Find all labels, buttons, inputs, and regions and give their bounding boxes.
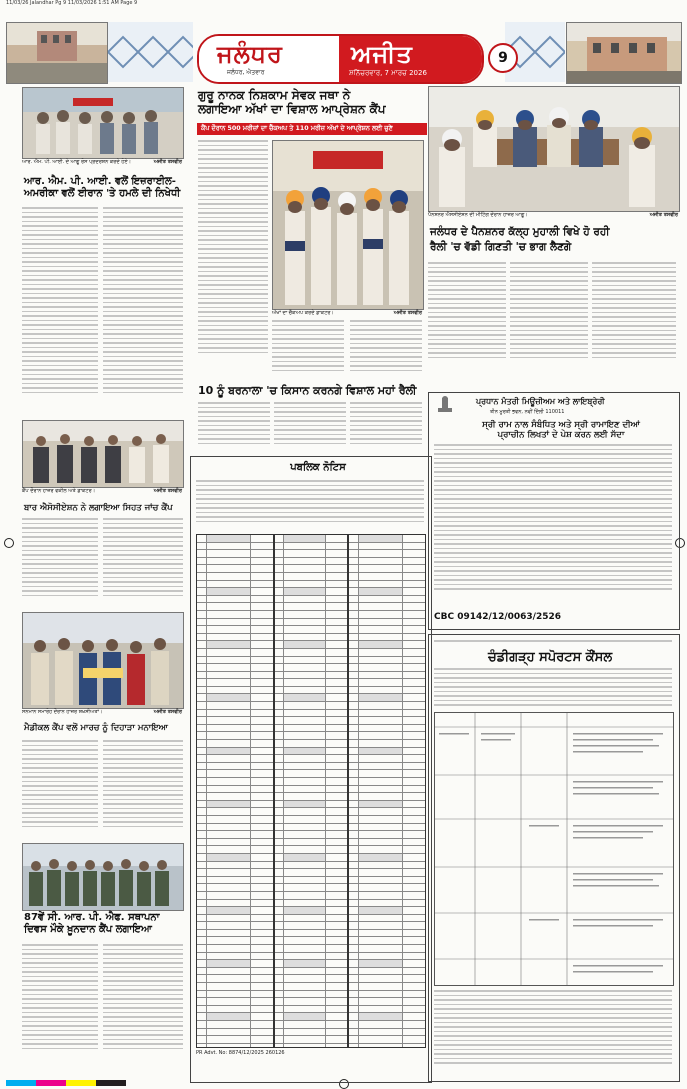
- table-row: [275, 710, 347, 718]
- table-row: [275, 778, 347, 786]
- table-row: [275, 573, 347, 581]
- header-photo-right: [566, 22, 682, 84]
- table-row: [349, 581, 425, 589]
- table-row: [275, 763, 347, 771]
- table-row: [197, 679, 273, 687]
- table-row: [275, 725, 347, 733]
- sports-notice-topline: [434, 640, 672, 646]
- table-row: [275, 907, 347, 915]
- rmpi-headline: ਆਰ. ਐਮ. ਪੀ. ਆਈ. ਵਲੋਂ ਇਜ਼ਰਾਈਲ- ਅਮਰੀਕਾ ਵਲੋਂ ਈਰਾਨ 'ਤੇ ਹਮਲੇ ਦੀ ਨਿਖੇਧੀ: [24, 176, 181, 199]
- eye-camp-headline: ਗੁਰੂ ਨਾਨਕ ਨਿਸ਼ਕਾਮ ਸੇਵਕ ਜਥਾ ਨੇ ਲਗਾਇਆ ਅੱਖਾਂ ਦਾ ਵਿਸ਼ਾਲ ਆਪ੍ਰੇਸ਼ਨ ਕੈਂਪ: [198, 88, 386, 117]
- table-row: [197, 869, 273, 877]
- kisan-body-col3: [350, 402, 422, 454]
- table-row: [197, 664, 273, 672]
- table-row: [275, 619, 347, 627]
- table-row: [349, 801, 425, 809]
- table-row: [349, 641, 425, 649]
- table-row: [197, 1036, 273, 1044]
- museum-notice-title: ਸ੍ਰੀ ਰਾਮ ਨਾਲ ਸੰਬੰਧਿਤ ਅਤੇ ਸ੍ਰੀ ਰਾਮਾਇਣ ਦੀਆਂ ਪ੍ਰਾਚੀਨ ਲਿਖਤਾਂ ਦੇ ਪੇਸ਼ ਕਰਨ ਲਈ ਸੱਦਾ: [482, 420, 640, 441]
- table-row: [349, 687, 425, 695]
- table-row: [349, 732, 425, 740]
- table-row: [275, 641, 347, 649]
- table-row: [275, 558, 347, 566]
- masthead-subtitle: ਜਲੰਧਰ, ਐਤਵਾਰ: [227, 69, 265, 76]
- eye-camp-photo: [272, 140, 424, 310]
- table-row: [349, 953, 425, 961]
- table-row: [197, 748, 273, 756]
- table-row: [275, 846, 347, 854]
- table-row: [275, 535, 347, 543]
- table-row: [197, 1029, 273, 1037]
- sports-notice-footer: [434, 990, 672, 1076]
- table-row: [275, 732, 347, 740]
- table-row: [349, 900, 425, 908]
- table-row: [275, 611, 347, 619]
- eye-camp-caption: ਅੱਖਾਂ ਦਾ ਚੈੱਕਅਪ ਕਰਦੇ ਡਾਕਟਰ। ਅਜੀਤ ਤਸਵੀਰ: [272, 310, 422, 316]
- table-row: [349, 991, 425, 999]
- table-row: [197, 930, 273, 938]
- public-notice-title: ਪਬਲਿਕ ਨੋਟਿਸ: [290, 462, 346, 473]
- table-row: [197, 725, 273, 733]
- table-row: [349, 846, 425, 854]
- table-row: [275, 596, 347, 604]
- table-row: [349, 588, 425, 596]
- table-row: [197, 634, 273, 642]
- table-row: [275, 808, 347, 816]
- pensioners-photo: [428, 86, 680, 212]
- table-row: [197, 824, 273, 832]
- table-row: [197, 649, 273, 657]
- table-row: [275, 748, 347, 756]
- table-row: [349, 998, 425, 1006]
- table-row: [349, 664, 425, 672]
- table-row: [275, 550, 347, 558]
- table-row: [275, 717, 347, 725]
- table-row: [275, 922, 347, 930]
- public-notice-intro: [196, 480, 424, 532]
- registration-mark-left: [4, 538, 14, 548]
- table-row: [349, 657, 425, 665]
- table-row: [197, 998, 273, 1006]
- table-row: [349, 550, 425, 558]
- table-row: [197, 854, 273, 862]
- museum-notice-cbc: CBC 09142/12/0063/2526: [434, 612, 561, 622]
- masthead: [197, 34, 484, 84]
- table-row: [197, 801, 273, 809]
- table-row: [197, 717, 273, 725]
- sports-notice-intro: [434, 668, 672, 710]
- table-row: [349, 573, 425, 581]
- pensioners-body-col1: [428, 262, 506, 372]
- table-row: [349, 740, 425, 748]
- table-row: [197, 983, 273, 991]
- table-row: [275, 975, 347, 983]
- table-row: [349, 649, 425, 657]
- table-row: [349, 839, 425, 847]
- table-row: [349, 831, 425, 839]
- table-row: [349, 922, 425, 930]
- table-row: [197, 884, 273, 892]
- table-row: [349, 793, 425, 801]
- table-row: [275, 937, 347, 945]
- table-row: [349, 1013, 425, 1021]
- table-row: [197, 1021, 273, 1029]
- table-row: [197, 991, 273, 999]
- table-row: [349, 854, 425, 862]
- public-notice-footer: [196, 1050, 424, 1078]
- sports-notice-table: [434, 712, 674, 986]
- masthead-title-left: ਜਲੰਧਰ: [217, 40, 283, 68]
- table-row: [275, 1044, 347, 1048]
- rmpi-caption: ਆਰ. ਐਮ. ਪੀ. ਆਈ. ਦੇ ਆਗੂ ਰੋਸ ਪ੍ਰਦਰਸ਼ਨ ਕਰਦੇ ਹੋਏ। ਅਜੀਤ ਤਸਵੀਰ: [22, 159, 182, 165]
- table-row: [197, 626, 273, 634]
- table-row: [349, 778, 425, 786]
- table-row: [197, 793, 273, 801]
- table-row: [197, 581, 273, 589]
- table-row: [197, 755, 273, 763]
- color-bar: [6, 1080, 126, 1086]
- table-row: [349, 710, 425, 718]
- public-notice-table-col1: [196, 534, 274, 1048]
- table-row: [197, 786, 273, 794]
- table-row: [197, 573, 273, 581]
- table-row: [197, 975, 273, 983]
- table-row: [197, 808, 273, 816]
- table-row: [275, 581, 347, 589]
- table-row: [197, 877, 273, 885]
- table-row: [349, 1036, 425, 1044]
- table-row: [275, 657, 347, 665]
- table-row: [197, 953, 273, 961]
- rpf-photo: [22, 843, 184, 911]
- table-row: [197, 588, 273, 596]
- table-row: [197, 740, 273, 748]
- table-row: [197, 846, 273, 854]
- table-row: [349, 694, 425, 702]
- table-row: [349, 565, 425, 573]
- table-row: [349, 930, 425, 938]
- bar-camp-headline: ਬਾਰ ਐਸੋਸੀਏਸ਼ਨ ਨੇ ਲਗਾਇਆ ਸਿਹਤ ਜਾਂਚ ਕੈਂਪ: [24, 503, 173, 513]
- table-row: [349, 770, 425, 778]
- masthead-title-right: ਅਜੀਤ: [351, 40, 413, 68]
- table-row: [275, 892, 347, 900]
- medical-camp-headline: ਮੈਡੀਕਲ ਕੈਂਪ ਵਲੋਂ ਮਾਰਚ ਨੂੰ ਦਿਹਾੜਾ ਮਨਾਇਆ: [24, 723, 168, 733]
- table-row: [275, 786, 347, 794]
- table-row: [197, 915, 273, 923]
- table-row: [275, 1021, 347, 1029]
- table-row: [349, 824, 425, 832]
- table-row: [349, 1044, 425, 1048]
- table-row: [275, 869, 347, 877]
- table-row: [197, 763, 273, 771]
- table-row: [275, 960, 347, 968]
- table-row: [197, 619, 273, 627]
- eye-camp-body-col2: [272, 320, 344, 382]
- table-row: [349, 535, 425, 543]
- table-row: [349, 717, 425, 725]
- kisan-headline: 10 ਨੂੰ ਬਰਨਾਲਾ 'ਚ ਕਿਸਾਨ ਕਰਨਗੇ ਵਿਸ਼ਾਲ ਮਹਾਂ ਰੈਲੀ: [198, 384, 417, 397]
- pensioners-body-col2: [510, 262, 588, 372]
- table-row: [275, 664, 347, 672]
- table-row: [197, 1013, 273, 1021]
- table-row: [197, 694, 273, 702]
- table-row: [275, 900, 347, 908]
- table-row: [275, 543, 347, 551]
- table-row: [275, 824, 347, 832]
- rmpi-body-col2: [103, 207, 183, 415]
- table-row: [349, 679, 425, 687]
- rpf-headline: 87ਵੇਂ ਸੀ. ਆਰ. ਪੀ. ਐਫ. ਸਥਾਪਨਾ ਦਿਵਸ ਮੌਕੇ ਖ਼ੂਨਦਾਨ ਕੈਂਪ ਲਗਾਇਆ: [24, 912, 160, 935]
- table-row: [275, 945, 347, 953]
- table-row: [275, 1029, 347, 1037]
- table-row: [197, 611, 273, 619]
- table-row: [197, 641, 273, 649]
- table-row: [275, 839, 347, 847]
- table-row: [197, 937, 273, 945]
- museum-notice-body: [434, 444, 672, 608]
- table-row: [349, 869, 425, 877]
- public-notice-table-col2: [274, 534, 348, 1048]
- table-row: [275, 854, 347, 862]
- table-row: [349, 702, 425, 710]
- masthead-date: ਸ਼ਨਿੱਚਰਵਾਰ, 7 ਮਾਰਚ 2026: [349, 69, 427, 77]
- table-row: [197, 550, 273, 558]
- table-row: [275, 801, 347, 809]
- rpf-body-col1: [22, 944, 98, 1066]
- medical-camp-body-col1: [22, 740, 98, 840]
- table-row: [349, 968, 425, 976]
- table-row: [275, 877, 347, 885]
- table-row: [275, 1006, 347, 1014]
- table-row: [349, 543, 425, 551]
- table-row: [275, 998, 347, 1006]
- table-row: [197, 1006, 273, 1014]
- table-row: [349, 983, 425, 991]
- table-row: [197, 710, 273, 718]
- table-row: [275, 793, 347, 801]
- table-row: [197, 778, 273, 786]
- table-row: [275, 755, 347, 763]
- header-pattern-left: [108, 22, 193, 82]
- table-row: [197, 922, 273, 930]
- table-row: [197, 816, 273, 824]
- eye-camp-body-col3: [350, 320, 422, 382]
- table-row: [275, 884, 347, 892]
- eye-camp-band: ਕੈਂਪ ਦੌਰਾਨ 500 ਮਰੀਜ਼ਾਂ ਦਾ ਚੈੱਕਅਪ ਤੇ 110 ਮਰੀਜ਼ ਅੱਖਾਂ ਦੇ ਆਪ੍ਰੇਸ਼ਨ ਲਈ ਚੁਣੇ: [197, 123, 427, 135]
- table-row: [349, 748, 425, 756]
- table-row: [349, 1021, 425, 1029]
- public-notice-table-col3: [348, 534, 426, 1048]
- bar-camp-photo: [22, 420, 184, 488]
- table-row: [275, 1036, 347, 1044]
- table-row: [349, 937, 425, 945]
- table-row: [275, 565, 347, 573]
- bar-camp-body-col2: [103, 518, 183, 606]
- print-info: 11/03/26 Jalandhar Pg 9 11/03/2026 1:51 AM Page 9: [6, 0, 138, 6]
- table-row: [349, 672, 425, 680]
- table-row: [349, 816, 425, 824]
- table-row: [197, 535, 273, 543]
- table-row: [349, 884, 425, 892]
- table-row: [197, 770, 273, 778]
- table-row: [349, 915, 425, 923]
- table-row: [275, 694, 347, 702]
- table-row: [275, 702, 347, 710]
- table-row: [197, 702, 273, 710]
- emblem-icon: [434, 396, 456, 414]
- rpf-body-col2: [103, 944, 183, 1066]
- table-row: [275, 968, 347, 976]
- sports-notice-title: ਚੰਡੀਗੜ੍ਹ ਸਪੋਰਟਸ ਕੌਂਸਲ: [488, 650, 613, 665]
- table-row: [275, 930, 347, 938]
- table-row: [275, 831, 347, 839]
- table-row: [197, 543, 273, 551]
- kisan-body-col2: [274, 402, 346, 454]
- medical-camp-caption: ਸਨਮਾਨ ਸਮਾਰੋਹ ਦੌਰਾਨ ਹਾਜ਼ਰ ਸ਼ਖ਼ਸੀਅਤਾਂ। ਅਜੀਤ ਤਸਵੀਰ: [22, 709, 182, 715]
- table-row: [349, 634, 425, 642]
- table-row: [349, 960, 425, 968]
- table-row: [197, 603, 273, 611]
- table-row: [349, 786, 425, 794]
- bar-camp-caption: ਕੈਂਪ ਦੌਰਾਨ ਹਾਜ਼ਰ ਵਕੀਲ ਅਤੇ ਡਾਕਟਰ। ਅਜੀਤ ਤਸਵੀਰ: [22, 488, 182, 494]
- table-row: [275, 770, 347, 778]
- bar-camp-body-col1: [22, 518, 98, 606]
- table-row: [197, 839, 273, 847]
- rmpi-photo: [22, 87, 184, 159]
- table-row: [349, 755, 425, 763]
- table-row: [275, 1013, 347, 1021]
- table-row: [349, 1006, 425, 1014]
- table-row: [197, 968, 273, 976]
- table-row: [197, 1044, 273, 1048]
- table-row: [197, 687, 273, 695]
- table-row: [275, 915, 347, 923]
- table-row: [197, 960, 273, 968]
- header-photo-left: [6, 22, 108, 84]
- page-number: 9: [488, 43, 518, 73]
- table-row: [275, 953, 347, 961]
- pensioners-body-col3: [592, 262, 676, 372]
- pensioners-headline: ਜਲੰਧਰ ਦੇ ਪੈਨਸ਼ਨਰ ਕੱਲ੍ਹ ਮੁਹਾਲੀ ਵਿਖੇ ਹੋ ਰਹੀ ਰੈਲੀ 'ਚ ਵੱਡੀ ਗਿਣਤੀ 'ਚ ਭਾਗ ਲੈਣਗੇ: [430, 226, 610, 254]
- table-row: [349, 611, 425, 619]
- table-row: [197, 596, 273, 604]
- table-row: [349, 907, 425, 915]
- table-row: [275, 687, 347, 695]
- table-row: [197, 831, 273, 839]
- eye-camp-body-col1: [198, 140, 268, 380]
- table-row: [275, 588, 347, 596]
- table-row: [197, 892, 273, 900]
- table-row: [349, 596, 425, 604]
- table-row: [349, 603, 425, 611]
- table-row: [349, 619, 425, 627]
- table-row: [197, 900, 273, 908]
- table-row: [349, 808, 425, 816]
- table-row: [275, 816, 347, 824]
- table-row: [275, 679, 347, 687]
- table-row: [349, 892, 425, 900]
- public-notice-advt-no: PR Advt. No: 8874/12/2025 260126: [196, 1050, 285, 1056]
- table-row: [275, 672, 347, 680]
- table-row: [275, 862, 347, 870]
- table-row: [349, 725, 425, 733]
- table-row: [275, 740, 347, 748]
- table-row: [197, 657, 273, 665]
- table-row: [197, 672, 273, 680]
- table-row: [197, 945, 273, 953]
- table-row: [197, 732, 273, 740]
- table-row: [197, 862, 273, 870]
- medical-camp-photo: [22, 612, 184, 709]
- kisan-body-col1: [198, 402, 270, 454]
- table-row: [349, 558, 425, 566]
- table-row: [349, 862, 425, 870]
- table-row: [349, 975, 425, 983]
- table-row: [349, 763, 425, 771]
- table-row: [275, 634, 347, 642]
- table-row: [275, 626, 347, 634]
- table-row: [275, 983, 347, 991]
- table-row: [275, 649, 347, 657]
- pensioners-caption: ਪੈਨਸ਼ਨਰ ਐਸੋਸੀਏਸ਼ਨ ਦੀ ਮੀਟਿੰਗ ਦੌਰਾਨ ਹਾਜ਼ਰ ਆਗੂ। ਅਜੀਤ ਤਸਵੀਰ: [428, 212, 678, 218]
- table-row: [349, 1029, 425, 1037]
- table-row: [197, 558, 273, 566]
- rmpi-body-col1: [22, 207, 98, 415]
- table-row: [349, 877, 425, 885]
- table-row: [349, 626, 425, 634]
- museum-notice-header: ਪ੍ਰਧਾਨ ਮੰਤਰੀ ਮਿਊਜ਼ੀਅਮ ਅਤੇ ਲਾਇਬ੍ਰੇਰੀ: [476, 397, 605, 406]
- table-row: [275, 991, 347, 999]
- table-row: [349, 945, 425, 953]
- table-row: [275, 603, 347, 611]
- medical-camp-body-col2: [103, 740, 183, 840]
- table-row: [197, 565, 273, 573]
- museum-notice-sub: ਤੀਨ ਮੂਰਤੀ ਭਵਨ, ਨਵੀਂ ਦਿੱਲੀ 110011: [490, 409, 565, 415]
- table-row: [197, 907, 273, 915]
